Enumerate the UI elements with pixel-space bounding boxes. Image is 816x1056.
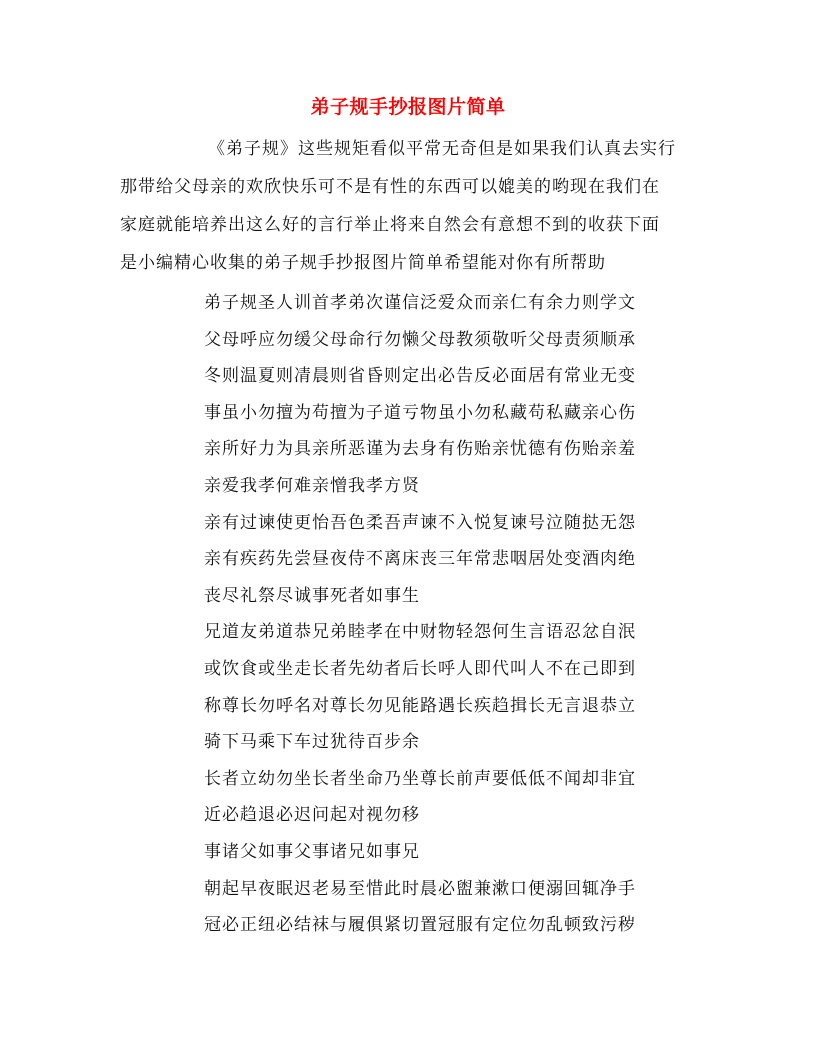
intro-line: 家庭就能培养出这么好的言行举止将来自然会有意想不到的收获下面 [120, 215, 660, 235]
verse-line: 朝起早夜眠迟老易至惜此时晨必盥兼漱口便溺回辄净手 [204, 878, 636, 899]
verse-line: 弟子规圣人训首孝弟次谨信泛爱众而亲仁有余力则学文 [204, 293, 636, 313]
intro-paragraph [120, 130, 700, 282]
verse-line: 或饮食或坐走长者先幼者后长呼人即代叫人不在己即到 [204, 658, 636, 679]
verse-line: 骑下马乘下车过犹待百步余 [204, 732, 420, 753]
intro-line: 《弟子规》这些规矩看似平常无奇但是如果我们认真去实行 [208, 139, 676, 159]
verse-line: 亲所好力为具亲所恶谨为去身有伤贻亲忧德有伤贻亲羞 [204, 439, 636, 460]
verse-line: 丧尽礼祭尽诚事死者如事生 [204, 585, 420, 606]
verse-line: 事诸父如事父事诸兄如事兄 [204, 841, 420, 862]
verse-line: 亲有过谏使更怡吾色柔吾声谏不入悦复谏号泣随挞无怨 [204, 512, 636, 533]
intro-line: 那带给父母亲的欢欣快乐可不是有性的东西可以媲美的哟现在我们在 [120, 177, 660, 197]
verse-line: 近必趋退必迟问起对视勿移 [204, 805, 420, 826]
verse-line: 亲有疾药先尝昼夜侍不离床丧三年常悲咽居处变酒肉绝 [204, 549, 636, 570]
intro-line: 是小编精心收集的弟子规手抄报图片简单希望能对你有所帮助 [120, 253, 606, 273]
verse-line: 冠必正纽必结袜与履俱紧切置冠服有定位勿乱顿致污秽 [204, 915, 636, 936]
verse-line: 事虽小勿擅为苟擅为子道亏物虽小勿私藏苟私藏亲心伤 [204, 402, 636, 423]
page-title: 弟子规手抄报图片简单 [310, 96, 506, 118]
verse-line: 称尊长勿呼名对尊长勿见能路遇长疾趋揖长无言退恭立 [204, 695, 636, 716]
verse-line: 亲爱我孝何难亲憎我孝方贤 [204, 475, 420, 496]
verse-line: 冬则温夏则凊晨则省昏则定出必告反必面居有常业无变 [204, 366, 636, 387]
verse-line: 父母呼应勿缓父母命行勿懒父母教须敬听父母责须顺承 [204, 329, 636, 350]
verse-block [204, 285, 724, 944]
verse-line: 长者立幼勿坐长者坐命乃坐尊长前声要低低不闻却非宜 [204, 768, 636, 789]
verse-line: 兄道友弟道恭兄弟睦孝在中财物轻怨何生言语忍忿自泯 [204, 622, 636, 643]
